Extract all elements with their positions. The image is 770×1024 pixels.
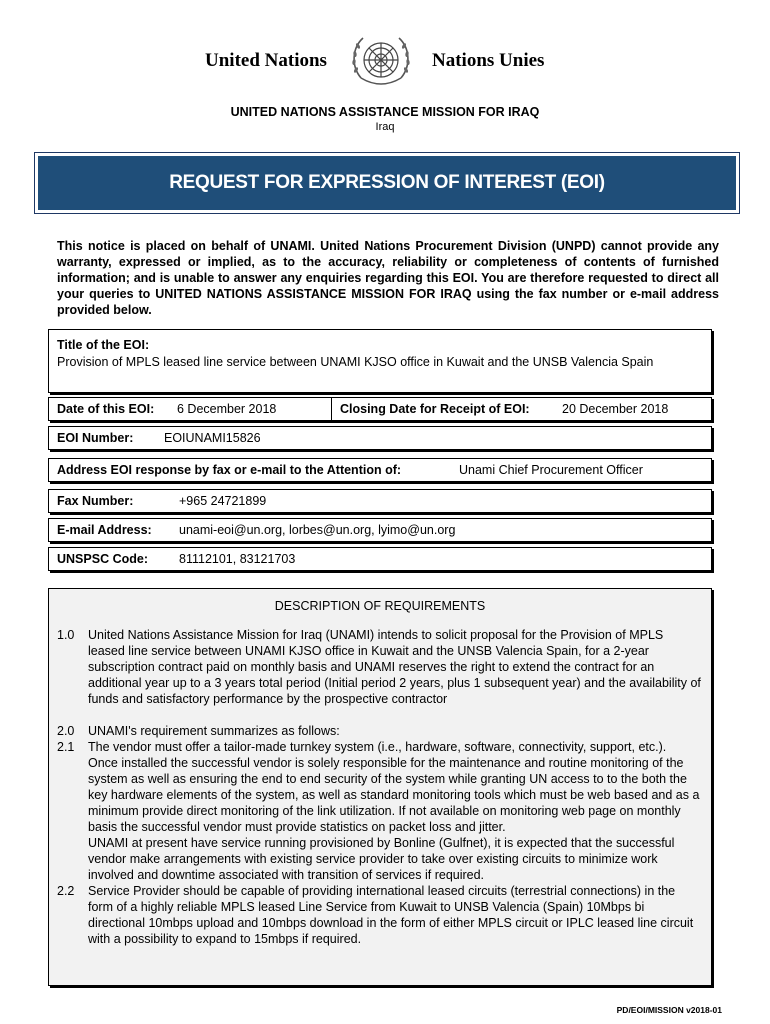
mission-country: Iraq <box>375 121 395 133</box>
requirement-number: 2.0 <box>57 724 75 738</box>
fax-label: Fax Number: <box>57 494 134 508</box>
un-emblem-icon <box>347 30 415 94</box>
mission-name: UNITED NATIONS ASSISTANCE MISSION FOR IRAQ <box>230 105 540 119</box>
eoi-date-box <box>48 397 332 421</box>
requirement-number: 2.2 <box>57 884 75 898</box>
requirement-item <box>57 835 702 883</box>
eoi-date-label: Date of this EOI: <box>57 402 155 416</box>
requirement-number <box>57 755 88 835</box>
eoi-number-box <box>48 426 712 450</box>
requirements-list <box>57 627 702 947</box>
closing-date-box <box>331 397 712 421</box>
requirement-text: Once installed the successful vendor is solely responsible for the maintenance and routine monitoring of the system as well as ensuring the end to end security of the system while granting UN access to to the both the key hardware elements of the system, as well as standard monitoring tools which must be web based and as a minimum provide direct monitoring of the link utilization. If not available on monitoring web page on monthly basis the successful vendor must provide statistics on packet loss and jitter. <box>88 756 700 834</box>
fax-value: +965 24721899 <box>179 494 267 508</box>
requirement-number: 2.1 <box>57 740 75 754</box>
requirement-item <box>57 723 702 739</box>
form-reference: PD/EOI/MISSION v2018-01 <box>616 1005 722 1015</box>
requirement-text: United Nations Assistance Mission for Iraq (UNAMI) intends to solicit proposal for the Provision of MPLS leased line service between UNAMI KJSO office in Kuwait and the UNSB Valencia Spain, for a 2-year subscription contract paid on monthly basis and UNAMI reserves the right to extend the contract for an additional year up to a 3 years total period (Initial period 2 years, plus 1 subsequent year) and the availability of funds and satisfactory performance by the prospective contractor <box>88 628 701 706</box>
page-title: REQUEST FOR EXPRESSION OF INTEREST (EOI) <box>38 156 736 210</box>
requirement-text: UNAMI at present have service running provisioned by Bonline (Gulfnet), it is expected that the successful vendor make arrangements with existing service provider to take over existing circuits to minimize work involved and downtime associated with transition of services if required. <box>88 836 675 882</box>
requirements-box <box>48 588 712 986</box>
requirement-number <box>57 835 88 883</box>
disclaimer-notice: This notice is placed on behalf of UNAMI. United Nations Procurement Division (UNPD) cannot provide any warranty, expressed or implied, as to the accuracy, reliability or completeness of contents of furnished information; and is unable to answer any enquiries regarding this EOI. You are therefore requested to direct all your queries to UNITED NATIONS ASSISTANCE MISSION FOR IRAQ using the fax number or e-mail address provided below. <box>57 239 719 317</box>
requirement-text: Service Provider should be capable of providing international leased circuits (terrestrial connections) in the form of a highly reliable MPLS leased Line Service from Kuwait to UNSB Valencia (Spain) 10Mbps bi directional 10mbps upload and 10mbps download in the form of either MPLS circuit or IPLC leased line circuit with a possibility to expand to 15mbps if required. <box>88 884 694 946</box>
email-box <box>48 518 712 542</box>
fax-box <box>48 489 712 513</box>
eoi-title-label: Title of the EOI: <box>57 338 150 352</box>
requirement-item <box>57 883 702 947</box>
eoi-date-value: 6 December 2018 <box>177 402 277 416</box>
requirement-item <box>57 755 702 835</box>
unspsc-label: UNSPSC Code: <box>57 552 148 566</box>
requirement-item <box>57 739 702 755</box>
eoi-number-value: EOIUNAMI15826 <box>164 431 261 445</box>
requirement-text: The vendor must offer a tailor-made turnkey system (i.e., hardware, software, connectivity, support, etc.). <box>88 740 667 754</box>
unspsc-value: 81112101, 83121703 <box>179 552 296 566</box>
unspsc-box <box>48 547 712 571</box>
closing-date-value: 20 December 2018 <box>562 402 669 416</box>
address-box <box>48 458 712 482</box>
requirements-title: DESCRIPTION OF REQUIREMENTS <box>274 599 486 613</box>
address-value: Unami Chief Procurement Officer <box>459 463 643 477</box>
requirement-item <box>57 627 702 707</box>
org-name-french: Nations Unies <box>432 50 545 71</box>
requirement-text: UNAMI's requirement summarizes as follows: <box>88 724 340 738</box>
eoi-title-box <box>48 329 712 393</box>
email-label: E-mail Address: <box>57 523 152 537</box>
closing-date-label: Closing Date for Receipt of EOI: <box>340 402 530 416</box>
requirement-number: 1.0 <box>57 628 75 642</box>
eoi-title-value: Provision of MPLS leased line service between UNAMI KJSO office in Kuwait and the UNSB Valencia Spain <box>57 355 654 369</box>
email-value[interactable]: unami-eoi@un.org, lorbes@un.org, lyimo@un.org <box>179 523 456 537</box>
eoi-number-label: EOI Number: <box>57 431 134 445</box>
address-label: Address EOI response by fax or e-mail to the Attention of: <box>57 463 402 477</box>
org-name-english: United Nations <box>205 50 327 71</box>
